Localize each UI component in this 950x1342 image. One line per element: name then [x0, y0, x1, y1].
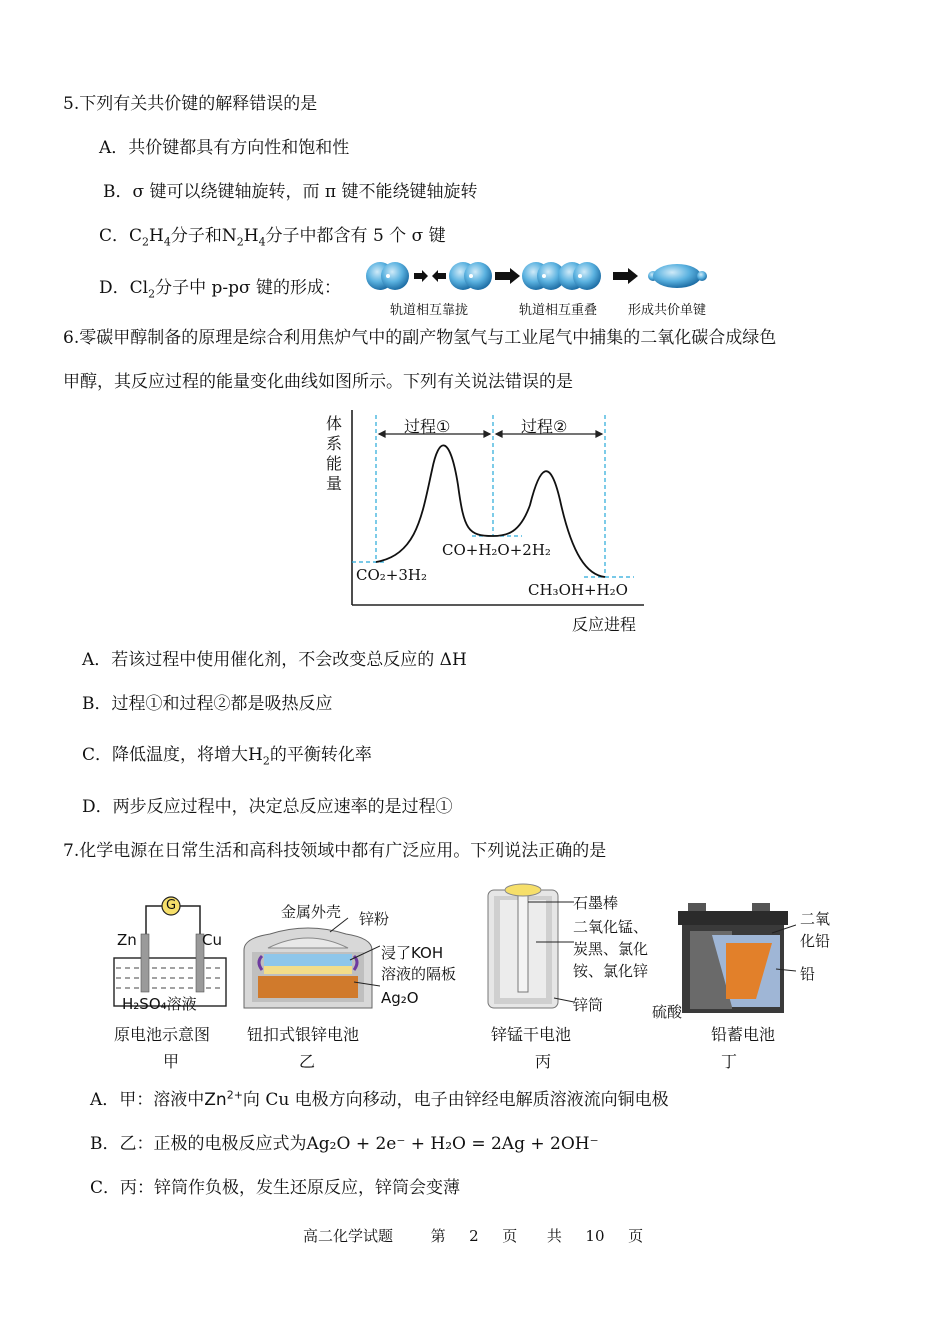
- formula-cl2: $Cl_2$: [129, 278, 156, 301]
- q5-c-prefix: C．: [99, 226, 130, 246]
- equation-ag2o: Ag₂O + 2e⁻ + H₂O = 2Ag + 2OH⁻: [306, 1134, 599, 1154]
- energy-diagram: [322, 405, 652, 635]
- q7-stem: 7.化学电源在日常生活和高科技领域中都有广泛应用。下列说法正确的是: [63, 841, 607, 861]
- zinc-can-label: 锌筒: [573, 996, 604, 1014]
- formula-c2h4: $C_2H_4$: [129, 226, 171, 249]
- fig-bing-label: 丙: [535, 1052, 552, 1071]
- footer: 高二化学试题 第 2 页 共 10 页: [303, 1227, 644, 1245]
- q5-option-b: B．σ 键可以绕键轴旋转，而 π 键不能绕键轴旋转: [103, 182, 478, 202]
- orbital-label-1: 轨道相互靠拢: [390, 303, 469, 318]
- fig-ding-label: 丁: [721, 1052, 738, 1071]
- orbital-label-3: 形成共价单键: [628, 303, 707, 318]
- q7-option-a: A．甲：溶液中$Zn^{2+}$向 Cu 电极方向移动，电子由锌经电解质溶液流向铜电极: [90, 1088, 669, 1110]
- footer-subject: 高二化学试题: [303, 1227, 394, 1245]
- q5-c-tail: 分子中都含有 5 个 σ 键: [265, 226, 446, 246]
- orbitals-overlapping: [522, 262, 601, 290]
- pbo2-label-1: 二氧: [800, 910, 831, 928]
- fig-jia-caption: 原电池示意图: [114, 1025, 211, 1044]
- q5-option-d: D．$Cl_2$分子中 p-pσ 键的形成：: [99, 278, 342, 301]
- x-axis-label: 反应进程: [572, 615, 637, 634]
- q5-option-a: A．共价键都具有方向性和饱和性: [99, 138, 350, 158]
- q7-option-c: C．丙：锌筒作负极，发生还原反应，锌筒会变薄: [90, 1178, 461, 1198]
- pb-label: 铅: [800, 965, 816, 983]
- mid-species-label: CO+H₂O+2H₂: [442, 541, 551, 559]
- q6-option-d: D．两步反应过程中，决定总反应速率的是过程①: [82, 797, 453, 817]
- fig-jia-label: 甲: [163, 1052, 180, 1071]
- mix-label-2: 炭黑、氯化: [573, 940, 649, 958]
- arrow-right-1: [495, 268, 520, 284]
- orbitals-approaching-2: [449, 262, 492, 290]
- separator-label-1: 浸了KOH: [381, 944, 444, 962]
- fig-yi-caption: 钮扣式银锌电池: [247, 1025, 360, 1044]
- ag2o-label: Ag₂O: [381, 989, 419, 1007]
- arrow-right-2: [613, 268, 638, 284]
- process2-label: 过程②: [521, 417, 568, 436]
- h2so4-label: H₂SO₄溶液: [122, 995, 197, 1013]
- dry-cell-figure: [484, 880, 574, 1015]
- mix-label-3: 铵、氯化锌: [573, 962, 649, 980]
- graphite-rod-label: 石墨棒: [573, 894, 619, 912]
- q6-option-b: B．过程①和过程②都是吸热反应: [82, 694, 333, 714]
- lead-acid-battery-figure: [676, 895, 796, 1020]
- q5-option-c: [99, 226, 446, 249]
- footer-page-number: 2: [469, 1227, 479, 1245]
- sigma-bond-shape: [648, 264, 707, 288]
- separator-label-2: 溶液的隔板: [381, 965, 457, 983]
- fig-ding-caption: 铅蓄电池: [711, 1025, 776, 1044]
- q6-stem-line2: 甲醇，其反应过程的能量变化曲线如图所示。下列有关说法错误的是: [63, 372, 573, 392]
- shell-label: 金属外壳: [281, 903, 342, 921]
- zinc-powder-label: 锌粉: [359, 910, 390, 928]
- pbo2-label-2: 化铅: [800, 932, 831, 950]
- orbitals-approaching: [366, 262, 409, 290]
- footer-total-pages: 10: [585, 1227, 605, 1245]
- q6-stem-line1: 6.零碳甲醇制备的原理是综合利用焦炉气中的副产物氢气与工业尾气中捕集的二氧化碳合成绿色: [63, 328, 777, 348]
- end-species-label: CH₃OH+H₂O: [528, 581, 628, 599]
- start-species-label: CO₂+3H₂: [356, 566, 427, 584]
- q5-c-mid: 分子和: [170, 226, 222, 246]
- q7-option-b: B．乙：正极的电极反应式为Ag₂O + 2e⁻ + H₂O = 2Ag + 2OH⁻: [90, 1134, 599, 1154]
- process1-label: 过程①: [404, 417, 451, 436]
- formula-n2h4: $N_2H_4$: [221, 226, 266, 249]
- zn-electrode: [141, 934, 149, 992]
- ion-zn2plus: $Zn^{2+}$: [204, 1088, 243, 1110]
- galvanometer-label: G: [166, 898, 177, 913]
- fig-yi-label: 乙: [299, 1052, 316, 1071]
- q5-stem: 5.下列有关共价键的解释错误的是: [63, 94, 318, 114]
- y-axis-label: 体系能量: [326, 414, 343, 493]
- mix-label-1: 二氧化锰、: [573, 918, 649, 936]
- q6-option-a: A．若该过程中使用催化剂，不会改变总反应的 ΔH: [82, 650, 467, 670]
- formula-h2: $H_2$: [248, 745, 270, 768]
- arrows-approach: [414, 270, 446, 282]
- zn-label: Zn: [117, 931, 137, 949]
- fig-bing-caption: 锌锰干电池: [491, 1025, 572, 1044]
- sulfuric-acid-label: 硫酸: [652, 1003, 683, 1021]
- cu-label: Cu: [202, 931, 222, 949]
- q6-option-c: C．降低温度，将增大$H_2$的平衡转化率: [82, 745, 372, 768]
- orbital-label-2: 轨道相互重叠: [519, 303, 598, 318]
